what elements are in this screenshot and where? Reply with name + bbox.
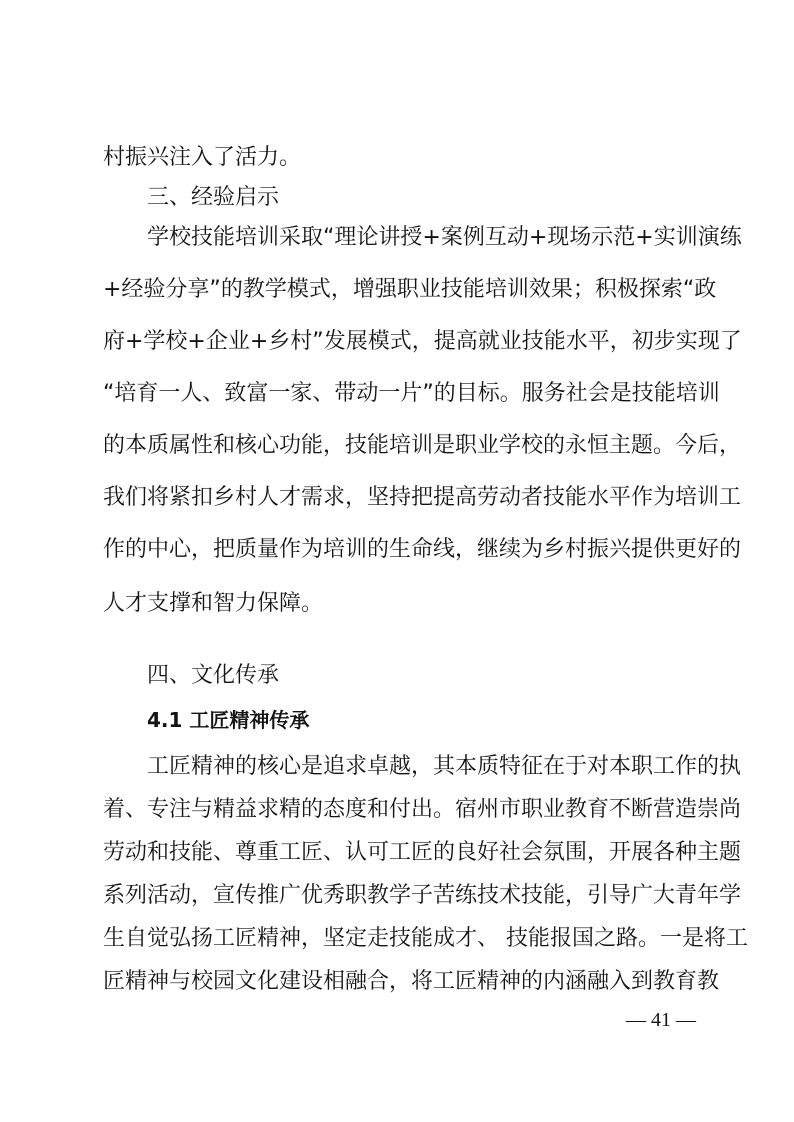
page-number: — 41 —	[626, 1009, 696, 1031]
paragraph-line: “培育一人、致富一家、带动一片”的目标。服务社会是技能培训	[103, 381, 720, 406]
paragraph-line: 作的中心，把质量作为培训的生命线，继续为乡村振兴提供更好的	[103, 537, 742, 562]
paragraph-line: 着、专注与精益求精的态度和付出。宿州市职业教育不断营造崇尚	[103, 797, 742, 822]
paragraph-line: 生自觉弘扬工匠精神，坚定走技能成才、 技能报国之路。一是将工	[103, 926, 748, 951]
paragraph-line: 劳动和技能、尊重工匠、认可工匠的良好社会氛围，开展各种主题	[103, 840, 742, 865]
section-heading-culture: 四、文化传承	[147, 663, 280, 688]
section-heading-experience: 三、经验启示	[147, 185, 280, 210]
paragraph-line: 我们将紧扣乡村人才需求，坚持把提高劳动者技能水平作为培训工	[103, 485, 742, 510]
paragraph-line: 的本质属性和核心功能，技能培训是职业学校的永恒主题。今后，	[103, 433, 742, 458]
subsection-heading-craftsmanship: 4.1 工匠精神传承	[147, 708, 310, 732]
paragraph-line: 匠精神与校园文化建设相融合，将工匠精神的内涵融入到教育教	[103, 969, 720, 994]
paragraph-line: 工匠精神的核心是追求卓越，其本质特征在于对本职工作的执	[147, 754, 742, 779]
paragraph-line: 人才支撑和智力保障。	[103, 591, 324, 616]
paragraph-line: 府+学校+企业+乡村”发展模式，提高就业技能水平，初步实现了	[103, 329, 742, 354]
paragraph-line: 学校技能培训采取“理论讲授+案例互动+现场示范+实训演练	[147, 225, 742, 250]
paragraph-ending-line: 村振兴注入了活力。	[103, 145, 302, 170]
paragraph-line: +经验分享”的教学模式，增强职业技能培训效果；积极探索“政	[103, 277, 717, 302]
paragraph-line: 系列活动，宣传推广优秀职教学子苦练技术技能，引导广大青年学	[103, 883, 742, 908]
